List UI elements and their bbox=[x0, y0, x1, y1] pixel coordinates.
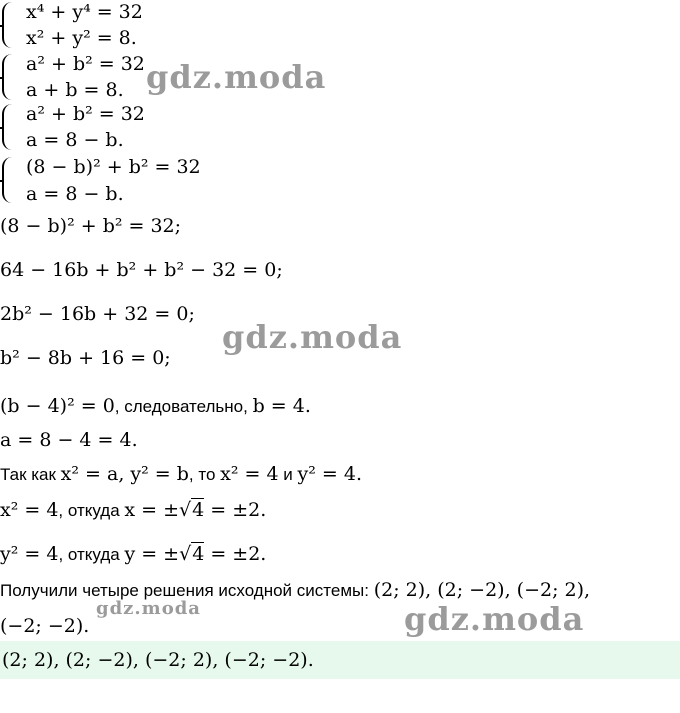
equation: a² + b² = 32 bbox=[26, 103, 145, 125]
equation: a + b = 8. bbox=[26, 79, 124, 101]
math: x = ± bbox=[124, 499, 180, 521]
text: и bbox=[278, 465, 298, 484]
brace bbox=[2, 157, 16, 203]
answer-text: (2; 2), (2; −2), (−2; 2), (−2; −2). bbox=[2, 649, 314, 671]
watermark: gdz.moda bbox=[222, 318, 403, 356]
equation-line bbox=[0, 498, 266, 523]
math: b = 4. bbox=[252, 395, 311, 417]
text: , откуда bbox=[58, 501, 125, 520]
equation-line: (−2; −2). bbox=[0, 615, 90, 637]
equation-line: a = 8 − 4 = 4. bbox=[0, 429, 138, 451]
equation: a² + b² = 32 bbox=[26, 53, 145, 75]
equation: x⁴ + y⁴ = 32 bbox=[26, 1, 143, 23]
brace bbox=[2, 104, 16, 150]
text: , следовательно, bbox=[114, 397, 253, 416]
sqrt-sign: √ bbox=[179, 543, 192, 565]
sqrt-radicand: 4 bbox=[192, 499, 205, 521]
equation: (8 − b)² + b² = 32 bbox=[26, 156, 201, 178]
math: x² = 4 bbox=[0, 499, 59, 521]
sqrt-radicand: 4 bbox=[192, 543, 205, 565]
watermark: gdz.moda bbox=[146, 58, 327, 96]
equation-line bbox=[0, 542, 266, 567]
text: Получили четыре решения исходной системы: bbox=[0, 581, 374, 600]
math: = ±2. bbox=[204, 543, 267, 565]
equation-line bbox=[0, 462, 362, 487]
math: (b − 4)² = 0 bbox=[0, 395, 115, 417]
equation: a = 8 − b. bbox=[26, 183, 124, 205]
text: Так как bbox=[0, 465, 61, 484]
watermark: gdz.moda bbox=[96, 598, 201, 619]
text: , то bbox=[188, 465, 221, 484]
equation: a = 8 − b. bbox=[26, 129, 124, 151]
math: y² = 4. bbox=[297, 463, 363, 485]
text: , откуда bbox=[58, 545, 125, 564]
answer-box bbox=[0, 641, 680, 679]
math: = ±2. bbox=[204, 499, 267, 521]
brace bbox=[2, 54, 16, 100]
equation-line: 2b² − 16b + 32 = 0; bbox=[0, 303, 195, 325]
math: y² = 4 bbox=[0, 543, 59, 565]
brace bbox=[2, 2, 16, 48]
math: (2; 2), (2; −2), (−2; 2), bbox=[373, 579, 591, 601]
math: y = ± bbox=[124, 543, 180, 565]
math: x² = a, y² = b bbox=[60, 463, 189, 485]
equation-line: 64 − 16b + b² + b² − 32 = 0; bbox=[0, 259, 283, 281]
math: x² = 4 bbox=[220, 463, 279, 485]
equation-line bbox=[0, 394, 311, 419]
sqrt-sign: √ bbox=[179, 499, 192, 521]
watermark: gdz.moda bbox=[404, 600, 585, 638]
equation: x² + y² = 8. bbox=[26, 27, 137, 49]
equation-line: b² − 8b + 16 = 0; bbox=[0, 347, 171, 369]
equation-line: (8 − b)² + b² = 32; bbox=[0, 215, 182, 237]
